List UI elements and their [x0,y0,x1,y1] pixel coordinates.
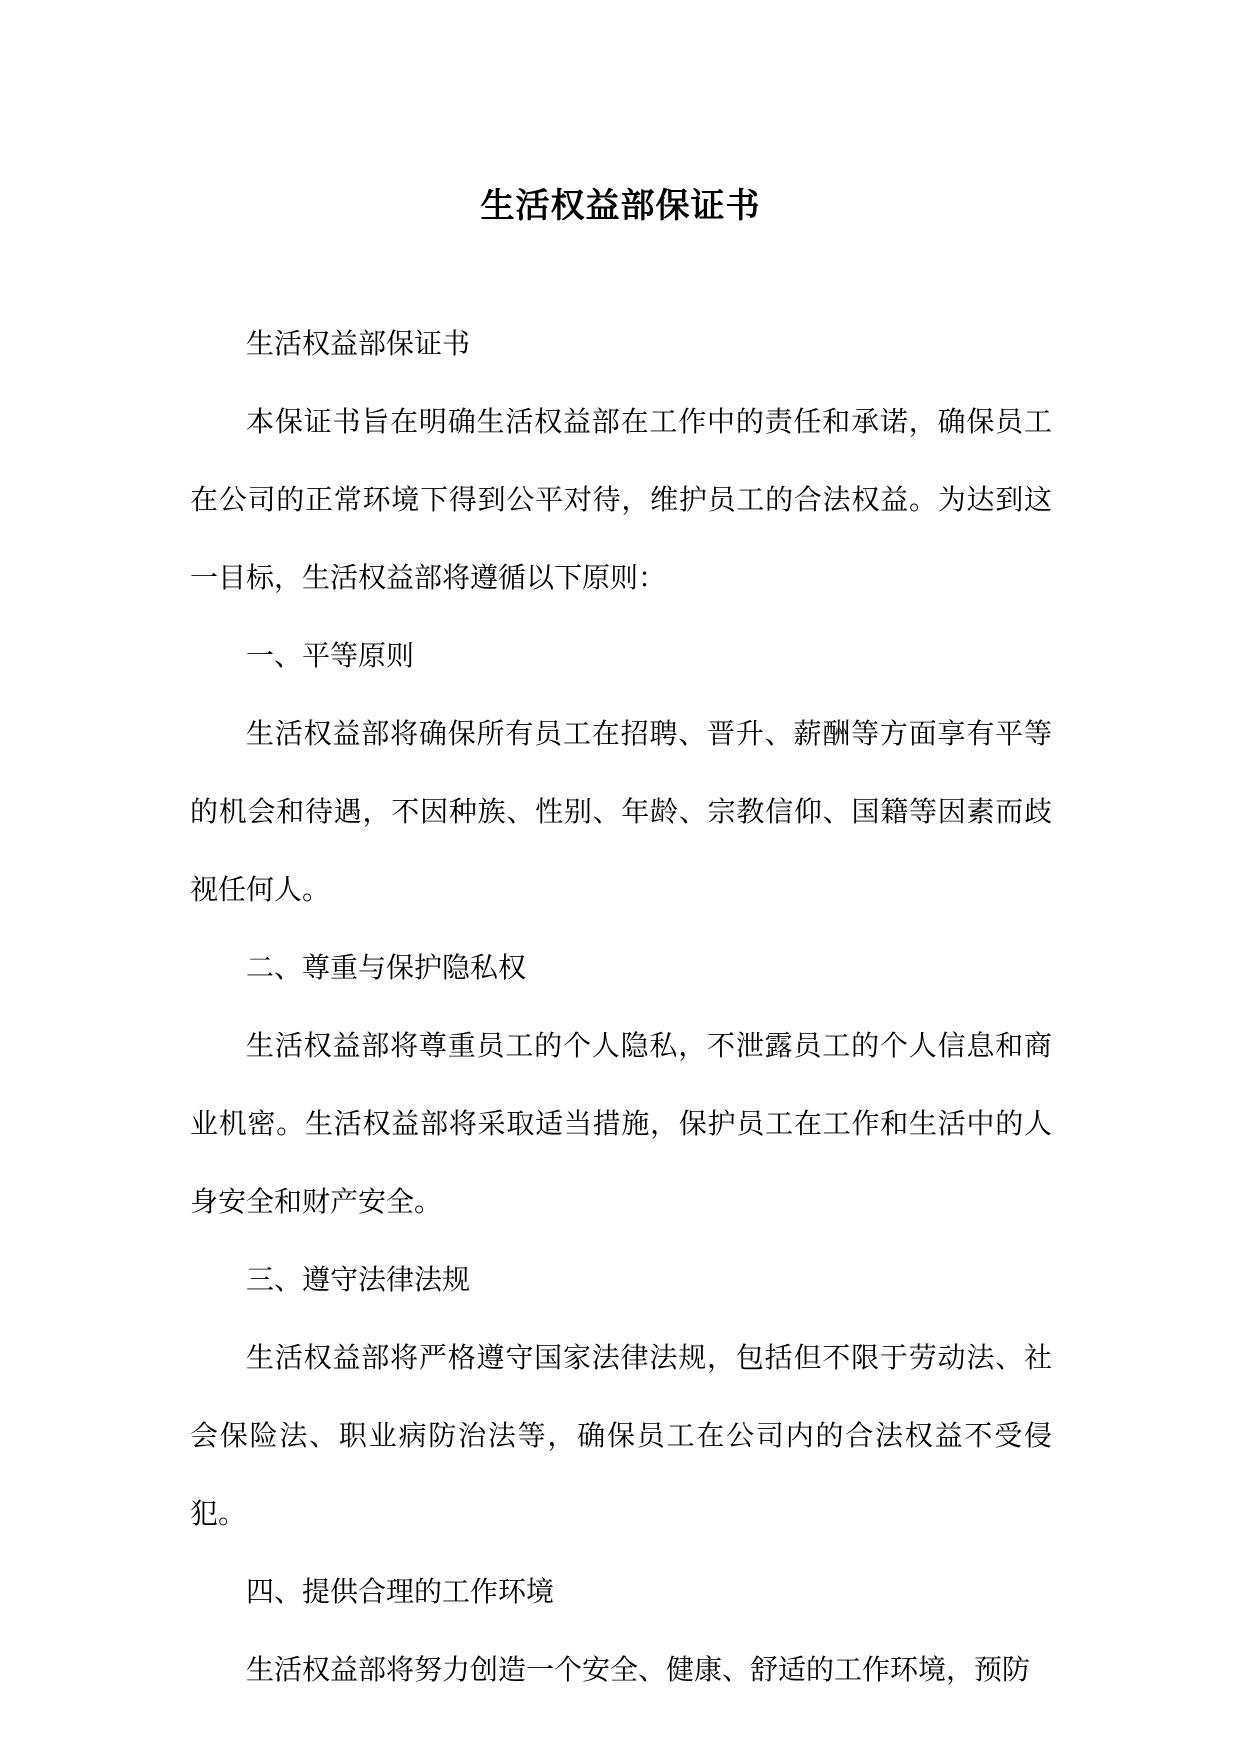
paragraph-privacy: 生活权益部将尊重员工的个人隐私，不泄露员工的个人信息和商业机密。生活权益部将采取适当措施，保护员工在工作和生活中的人身安全和财产安全。 [190,1029,1052,1218]
section-heading-law: 三、遵守法律法规 [246,1263,471,1296]
paragraph-equality: 生活权益部将确保所有员工在招聘、晋升、薪酬等方面享有平等的机会和待遇，不因种族、性别、年龄、宗教信仰、国籍等因素而歧视任何人。 [190,717,1052,906]
paragraph-law: 生活权益部将严格遵守国家法律法规，包括但不限于劳动法、社会保险法、职业病防治法等，确保员工在公司内的合法权益不受侵犯。 [190,1341,1052,1530]
document-body [190,305,1052,1709]
paragraph-intro: 本保证书旨在明确生活权益部在工作中的责任和承诺，确保员工在公司的正常环境下得到公平对待，维护员工的合法权益。为达到这一目标，生活权益部将遵循以下原则： [190,405,1052,594]
paragraph-heading: 生活权益部保证书 [246,327,471,360]
section-heading-equality: 一、平等原则 [246,639,415,672]
paragraph-environment: 生活权益部将努力创造一个安全、健康、舒适的工作环境，预防 [246,1653,1031,1686]
section-heading-environment: 四、提供合理的工作环境 [246,1575,555,1608]
document-title: 生活权益部保证书 [480,186,761,226]
section-heading-privacy: 二、尊重与保护隐私权 [246,951,527,984]
